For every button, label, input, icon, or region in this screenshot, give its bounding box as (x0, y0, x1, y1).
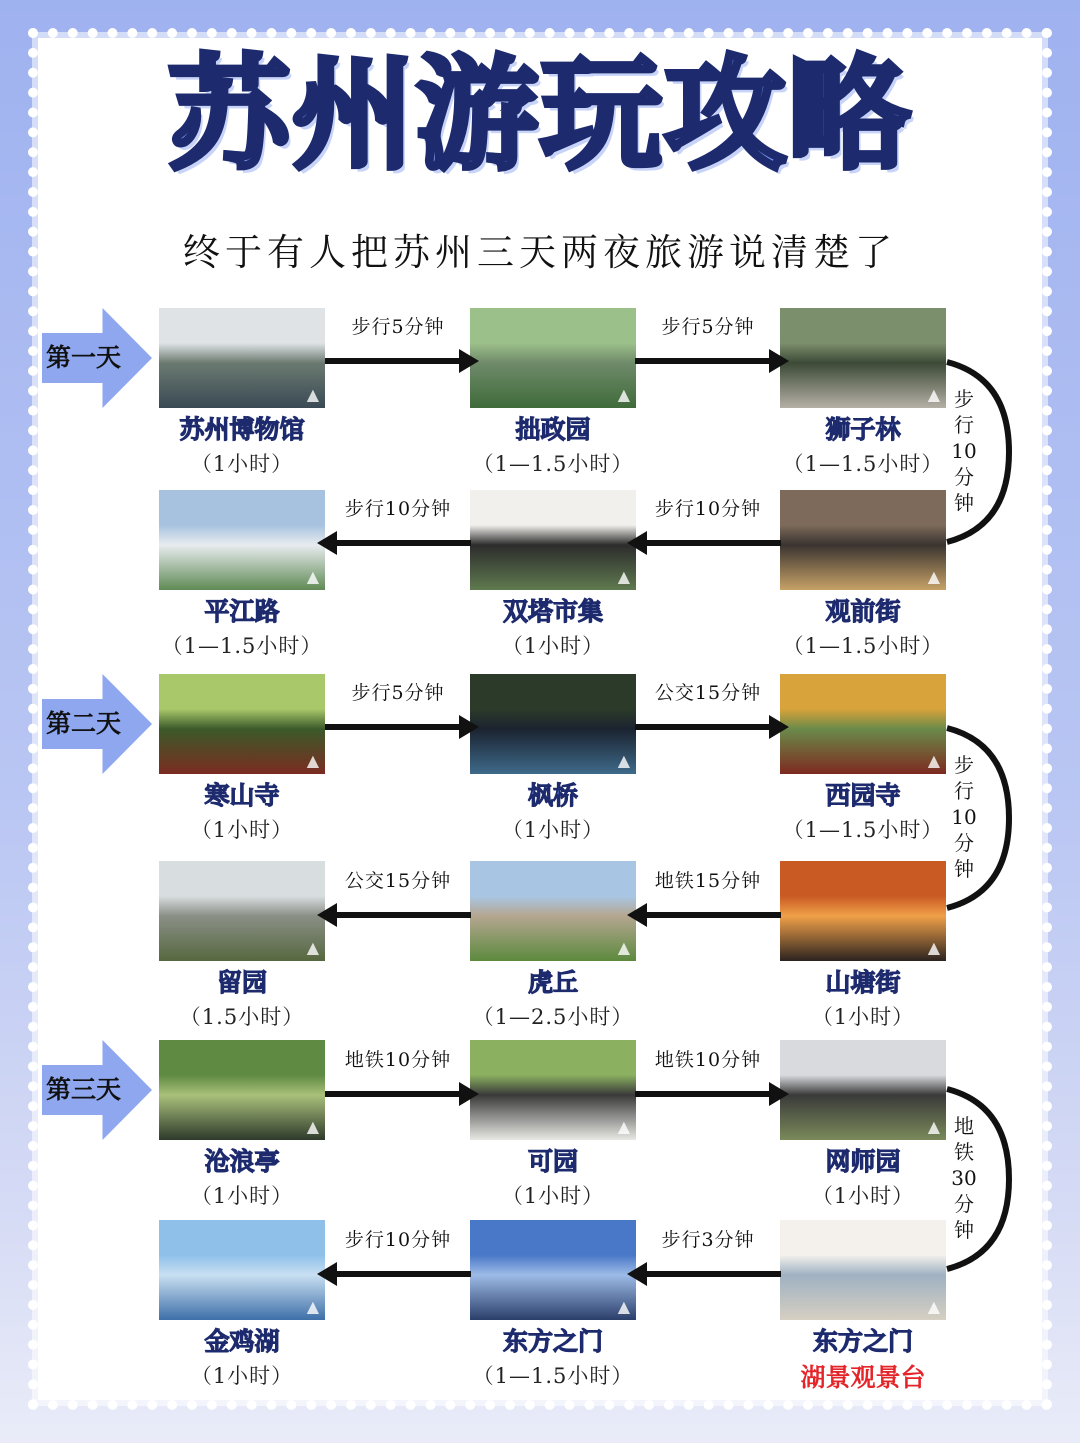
arrow-line (635, 540, 781, 546)
route-label: 步行3分钟 (661, 1229, 755, 1251)
arrow-line (635, 358, 781, 364)
spot-duration: （1小时） (501, 818, 605, 842)
turn-connector (945, 1085, 1015, 1273)
spot-photo (780, 861, 946, 961)
spot-card (470, 674, 636, 844)
scenery-icon: ▲ (617, 567, 630, 586)
spot-card (780, 1220, 946, 1394)
scenery-icon: ▲ (617, 938, 630, 957)
route-connector (325, 678, 471, 738)
route-label: 地铁10分钟 (654, 1049, 762, 1071)
arrow-left-icon (627, 1262, 647, 1286)
page-title: 苏州游玩攻略 (168, 44, 912, 186)
spot-duration: （1小时） (190, 818, 294, 842)
spot-duration: （1—1.5小时） (782, 452, 944, 476)
spot-photo (159, 861, 325, 961)
spot-card (780, 1040, 946, 1210)
spot-name: 山塘街 (825, 968, 901, 997)
spot-name: 东方之门 (502, 1327, 603, 1356)
turn-label: 步行10分钟 (951, 387, 977, 515)
spot-photo (780, 1220, 946, 1320)
route-connector (325, 312, 471, 372)
spot-photo (470, 861, 636, 961)
route-label: 步行5分钟 (661, 316, 755, 338)
spot-photo (470, 308, 636, 408)
day-label: 第三天 (46, 1075, 122, 1104)
spot-name: 留园 (216, 968, 267, 997)
route-label: 步行5分钟 (351, 316, 445, 338)
scenery-icon: ▲ (306, 938, 319, 957)
day-2-marker (42, 674, 152, 774)
route-connector (635, 1225, 781, 1285)
spot-duration: （1小时） (811, 1184, 915, 1208)
route-label: 地铁10分钟 (344, 1049, 452, 1071)
route-connector (635, 1045, 781, 1105)
arrow-right-icon (769, 715, 789, 739)
scenery-icon: ▲ (617, 385, 630, 404)
spot-duration: （1.5小时） (179, 1005, 305, 1029)
spot-card (470, 308, 636, 478)
spot-subname: 湖景观景台 (800, 1363, 926, 1392)
spot-duration: （1—2.5小时） (472, 1005, 634, 1029)
spot-card (780, 674, 946, 844)
spot-duration: （1小时） (501, 634, 605, 658)
scenery-icon: ▲ (306, 1117, 319, 1136)
scenery-icon: ▲ (617, 751, 630, 770)
spot-card (470, 861, 636, 1031)
arrow-right-icon (459, 715, 479, 739)
route-label: 步行5分钟 (351, 682, 445, 704)
arrow-left-icon (627, 531, 647, 555)
spot-photo (470, 674, 636, 774)
arrow-right-icon (459, 1082, 479, 1106)
route-label: 地铁15分钟 (654, 870, 762, 892)
spot-duration: （1小时） (501, 1184, 605, 1208)
spot-name: 拙政园 (515, 415, 591, 444)
route-connector (325, 866, 471, 926)
route-label: 步行10分钟 (654, 498, 762, 520)
spot-duration: （1—1.5小时） (782, 634, 944, 658)
scenery-icon: ▲ (306, 567, 319, 586)
spot-photo (159, 1040, 325, 1140)
arrow-line (325, 358, 471, 364)
arrow-left-icon (627, 903, 647, 927)
spot-name: 苏州博物馆 (179, 415, 305, 444)
spot-card (159, 1040, 325, 1210)
scenery-icon: ▲ (617, 1297, 630, 1316)
arrow-line (325, 912, 471, 918)
spot-photo (159, 674, 325, 774)
scenery-icon: ▲ (927, 1117, 940, 1136)
spot-name: 平江路 (204, 597, 280, 626)
spot-photo (159, 490, 325, 590)
spot-card (780, 490, 946, 660)
scenery-icon: ▲ (927, 385, 940, 404)
route-connector (635, 678, 781, 738)
turn-label: 步行10分钟 (951, 753, 977, 881)
route-label: 公交15分钟 (344, 870, 452, 892)
arrow-right-icon (769, 1082, 789, 1106)
spot-card (159, 674, 325, 844)
scenery-icon: ▲ (927, 938, 940, 957)
scenery-icon: ▲ (306, 751, 319, 770)
spot-card (780, 308, 946, 478)
spot-card (470, 490, 636, 660)
scenery-icon: ▲ (617, 1117, 630, 1136)
spot-photo (470, 490, 636, 590)
spot-name: 观前街 (825, 597, 901, 626)
day-3-marker (42, 1040, 152, 1140)
arrow-right-icon (769, 349, 789, 373)
scenery-icon: ▲ (306, 385, 319, 404)
spot-photo (780, 308, 946, 408)
arrow-left-icon (317, 903, 337, 927)
route-label: 步行10分钟 (344, 498, 452, 520)
spot-card (159, 861, 325, 1031)
route-connector (325, 494, 471, 554)
spot-card (780, 861, 946, 1031)
spot-duration: （1小时） (811, 1005, 915, 1029)
turn-connector (945, 358, 1015, 546)
turn-label: 地铁30分钟 (951, 1114, 977, 1242)
turn-connector (945, 724, 1015, 912)
spot-name: 寒山寺 (204, 781, 280, 810)
spot-photo (470, 1040, 636, 1140)
spot-photo (159, 308, 325, 408)
spot-name: 网师园 (825, 1147, 901, 1176)
spot-duration: （1小时） (190, 452, 294, 476)
arrow-line (635, 912, 781, 918)
arrow-line (325, 1271, 471, 1277)
spot-card (470, 1220, 636, 1390)
spot-photo (780, 1040, 946, 1140)
route-label: 公交15分钟 (654, 682, 762, 704)
spot-name: 虎丘 (527, 968, 578, 997)
arrow-left-icon (317, 531, 337, 555)
day-label: 第一天 (46, 343, 122, 372)
arrow-line (325, 724, 471, 730)
spot-duration: （1—1.5小时） (782, 818, 944, 842)
route-connector (325, 1045, 471, 1105)
spot-name: 西园寺 (825, 781, 901, 810)
spot-duration: （1—1.5小时） (472, 452, 634, 476)
spot-name: 枫桥 (527, 781, 578, 810)
route-label: 步行10分钟 (344, 1229, 452, 1251)
route-connector (635, 312, 781, 372)
spot-photo (159, 1220, 325, 1320)
arrow-left-icon (317, 1262, 337, 1286)
scenery-icon: ▲ (927, 1297, 940, 1316)
day-label: 第二天 (46, 709, 122, 738)
spot-duration: （1—1.5小时） (472, 1364, 634, 1388)
spot-card (470, 1040, 636, 1210)
scenery-icon: ▲ (927, 567, 940, 586)
scenery-icon: ▲ (306, 1297, 319, 1316)
arrow-line (635, 1091, 781, 1097)
route-connector (635, 494, 781, 554)
route-connector (635, 866, 781, 926)
scenery-icon: ▲ (927, 751, 940, 770)
spot-name: 可园 (527, 1147, 578, 1176)
arrow-right-icon (459, 349, 479, 373)
spot-name: 金鸡湖 (204, 1327, 280, 1356)
page-subtitle: 终于有人把苏州三天两夜旅游说清楚了 (183, 231, 897, 274)
spot-name: 双塔市集 (502, 597, 603, 626)
arrow-line (325, 1091, 471, 1097)
arrow-line (325, 540, 471, 546)
arrow-line (635, 1271, 781, 1277)
route-connector (325, 1225, 471, 1285)
spot-card (159, 308, 325, 478)
spot-name: 狮子林 (825, 415, 901, 444)
spot-photo (780, 674, 946, 774)
spot-photo (780, 490, 946, 590)
arrow-line (635, 724, 781, 730)
spot-duration: （1小时） (190, 1364, 294, 1388)
spot-duration: （1小时） (190, 1184, 294, 1208)
spot-name: 东方之门 (812, 1327, 913, 1356)
spot-name: 沧浪亭 (204, 1147, 280, 1176)
spot-card (159, 490, 325, 660)
spot-photo (470, 1220, 636, 1320)
spot-duration: （1—1.5小时） (161, 634, 323, 658)
spot-card (159, 1220, 325, 1390)
day-1-marker (42, 308, 152, 408)
